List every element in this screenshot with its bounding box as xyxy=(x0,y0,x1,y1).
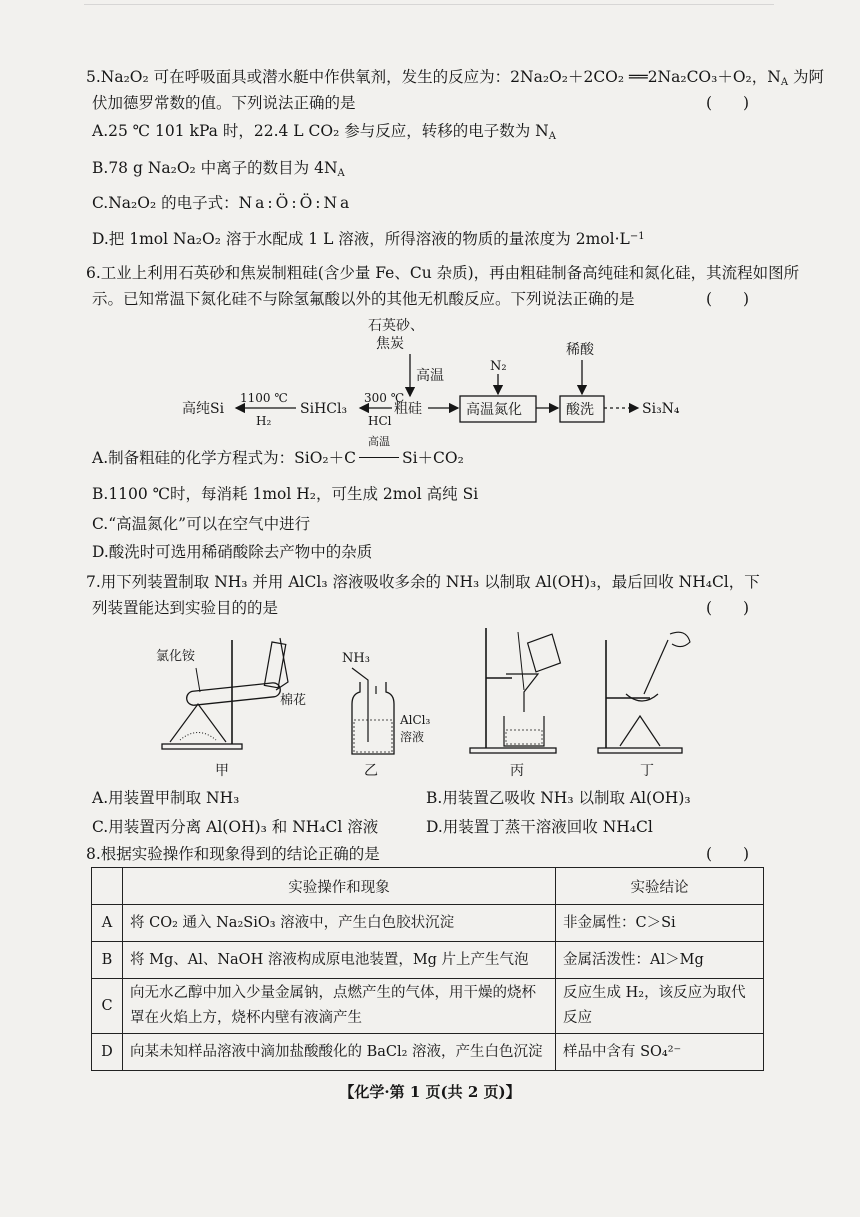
experiment-table xyxy=(91,867,764,1071)
apparatus-ding xyxy=(590,620,700,780)
row-conclusion: 金属活泼性：Al＞Mg xyxy=(556,942,764,979)
q5-option-d: D.把 1mol Na₂O₂ 溶于水配成 1 L 溶液，所得溶液的物质的量浓度为 $2mol\cdot L^{-1}$ xyxy=(92,230,645,248)
electron-formula: Na:Ö:Ö:Na xyxy=(238,194,353,212)
row-key: C xyxy=(92,979,123,1034)
row-operation: 向某未知样品溶液中滴加盐酸酸化的 BaCl₂ 溶液，产生白色沉淀 xyxy=(123,1034,556,1071)
label-nh4cl: 氯化铵 xyxy=(156,649,196,664)
flow-n2: N₂ xyxy=(490,359,507,374)
q7-option-c: C.用装置丙分离 Al(OH)₃ 和 NH₄Cl 溶液 xyxy=(92,818,379,836)
q7-answer-paren[interactable]: ( ) xyxy=(706,599,750,617)
q6-option-c: C.“高温氮化”可以在空气中进行 xyxy=(92,515,311,533)
apparatus-yi xyxy=(330,620,440,780)
row-operation: 向无水乙醇中加入少量金属钠，点燃产生的气体，用干燥的烧杯罩在火焰上方，烧杯内壁有液滴产生 xyxy=(123,979,556,1034)
q7-stem-line1: 7.用下列装置制取 NH₃ 并用 AlCl₃ 溶液吸收多余的 NH₃ 以制取 Al(OH)₃，最后回收 NH₄Cl，下 xyxy=(86,573,760,591)
page-footer: 【化学·第 1 页(共 2 页)】 xyxy=(339,1083,521,1101)
q5-option-a: A.25 ℃ 101 kPa 时，22.4 L CO₂ 参与反应，转移的电子数为 $N_A$ xyxy=(92,122,556,142)
caption-yi: 乙 xyxy=(364,763,378,779)
flow-crude-si: 粗硅 xyxy=(394,401,422,417)
header-conclusion: 实验结论 xyxy=(556,868,764,905)
row-key: A xyxy=(92,905,123,942)
row-conclusion: 样品中含有 SO₄²⁻ xyxy=(556,1034,764,1071)
q6-answer-paren[interactable]: ( ) xyxy=(706,290,750,308)
label-alcl3-1: AlCl₃ xyxy=(400,713,431,727)
caption-jia: 甲 xyxy=(215,763,229,779)
q5-option-c: C.Na₂O₂ 的电子式：Na:Ö:Ö:Na xyxy=(92,194,353,212)
reaction-condition: 高温 xyxy=(367,435,390,448)
table-row xyxy=(92,942,764,979)
flow-acid-wash: 酸洗 xyxy=(566,402,594,418)
row-conclusion: 反应生成 H₂，该反应为取代反应 xyxy=(556,979,764,1034)
process-flow-diagram xyxy=(160,312,720,442)
flow-high-temp: 高温 xyxy=(416,368,444,384)
table-row xyxy=(92,905,764,942)
row-operation: 将 CO₂ 通入 Na₂SiO₃ 溶液中，产生白色胶状沉淀 xyxy=(123,905,556,942)
caption-ding: 丁 xyxy=(640,763,654,779)
q6-option-d: D.酸洗时可选用稀硝酸除去产物中的杂质 xyxy=(92,543,373,561)
q7-option-b: B.用装置乙吸收 NH₃ 以制取 Al(OH)₃ xyxy=(426,789,691,807)
row-key: D xyxy=(92,1034,123,1071)
label-alcl3-2: 溶液 xyxy=(400,730,425,744)
flow-dilute-acid: 稀酸 xyxy=(566,342,594,358)
q6-stem-line1: 6.工业上利用石英砂和焦炭制粗硅(含少量 Fe、Cu 杂质)，再由粗硅制备高纯硅和氮化硅，其流程如图所 xyxy=(86,264,800,282)
header-operation: 实验操作和现象 xyxy=(123,868,556,905)
q7-option-a: A.用装置甲制取 NH₃ xyxy=(92,789,240,807)
row-conclusion: 非金属性：C＞Si xyxy=(556,905,764,942)
flow-hcl: HCl xyxy=(368,414,392,428)
flow-product: Si₃N₄ xyxy=(642,401,680,417)
q5-option-b: B.78 g Na₂O₂ 中离子的数目为 $4N_A$ xyxy=(92,159,345,179)
q8-answer-paren[interactable]: ( ) xyxy=(706,845,750,863)
caption-bing: 丙 xyxy=(510,763,524,779)
q7-stem-line2: 列装置能达到实验目的的是 xyxy=(92,599,279,617)
apparatus-bing xyxy=(460,620,580,780)
table-header-row xyxy=(92,868,764,905)
flow-nitridation: 高温氮化 xyxy=(466,402,522,418)
q5-stem-line2: 伏加德罗常数的值。下列说法正确的是 xyxy=(92,94,356,112)
q5-answer-paren[interactable]: ( ) xyxy=(706,94,750,112)
q5-stem-line1: 5.Na₂O₂ 可在呼吸面具或潜水艇中作供氧剂，发生的反应为：2Na₂O₂＋2CO₂ ══2Na₂CO₃＋O₂，$N_A$ 为阿 xyxy=(86,68,825,88)
q6-stem-line2: 示。已知常温下氮化硅不与除氢氟酸以外的其他无机酸反应。下列说法正确的是 xyxy=(92,290,635,308)
flow-feed-2: 焦炭 xyxy=(376,336,404,352)
flow-feed-1: 石英砂、 xyxy=(368,318,424,334)
label-cotton: 棉花 xyxy=(280,693,307,708)
q8-stem: 8.根据实验操作和现象得到的结论正确的是 xyxy=(86,845,380,863)
flow-t1100: 1100 ℃ xyxy=(240,391,288,405)
flow-h2: H₂ xyxy=(256,414,272,428)
flow-pure-si: 高纯Si xyxy=(182,401,225,417)
flow-sihcl3: SiHCl₃ xyxy=(300,401,348,417)
label-nh3: NH₃ xyxy=(342,651,370,666)
apparatus-jia xyxy=(140,620,310,780)
table-row xyxy=(92,979,764,1034)
table-row xyxy=(92,1034,764,1071)
row-operation: 将 Mg、Al、NaOH 溶液构成原电池装置，Mg 片上产生气泡 xyxy=(123,942,556,979)
q6-option-a: A.制备粗硅的化学方程式为：SiO₂＋C 高温 Si＋CO₂ xyxy=(92,435,464,467)
q7-option-d: D.用装置丁蒸干溶液回收 NH₄Cl xyxy=(426,818,653,836)
q6-option-b: B.1100 ℃时，每消耗 1mol H₂，可生成 2mol 高纯 Si xyxy=(92,485,479,503)
flow-t300: 300 ℃ xyxy=(364,391,405,405)
row-key: B xyxy=(92,942,123,979)
